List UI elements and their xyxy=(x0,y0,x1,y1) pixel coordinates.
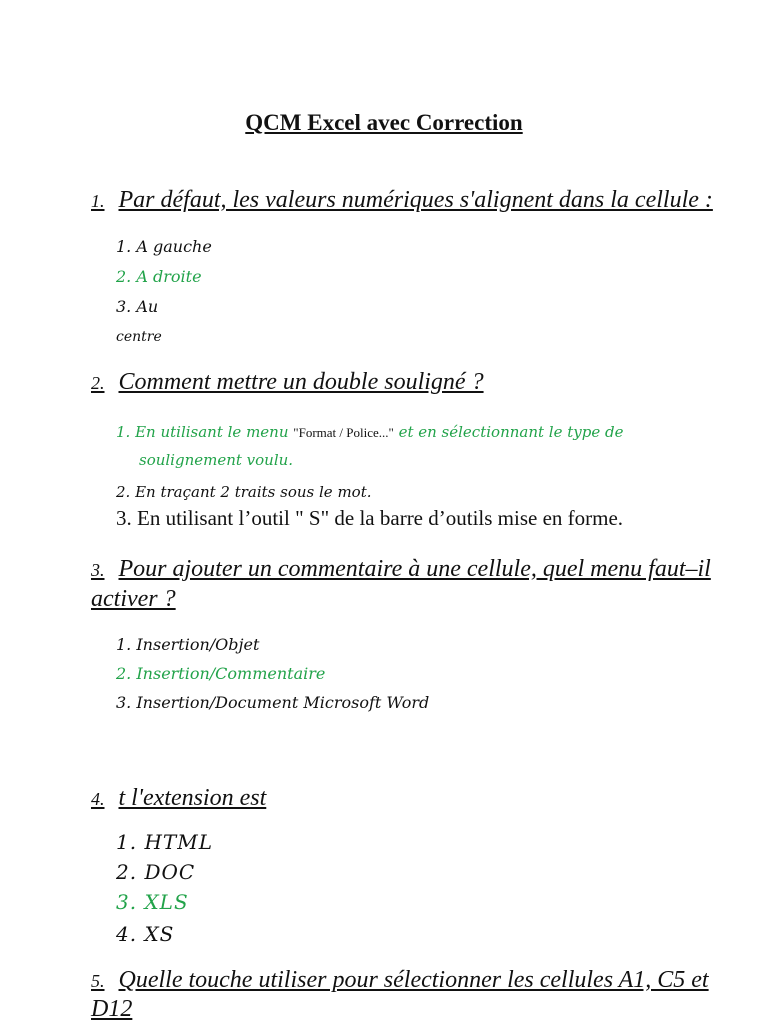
answer-1-3-cont: centre xyxy=(116,329,162,345)
answer-3-3: 3. Insertion/Document Microsoft Word xyxy=(116,693,430,712)
answer-text: et en sélectionnant le type de xyxy=(393,423,624,441)
page-title: QCM Excel avec Correction xyxy=(245,110,523,135)
question-3 xyxy=(91,555,731,614)
answer-4-2: 2. DOC xyxy=(116,860,196,884)
answer-4-3-correct: 3. XLS xyxy=(116,890,189,914)
answer-2-1-line2: soulignement voulu. xyxy=(139,451,294,469)
question-4 xyxy=(91,784,731,813)
answer-3-1: 1. Insertion/Objet xyxy=(116,635,260,654)
answer-2-1-correct xyxy=(116,417,696,448)
answer-2-3: 3. En utilisant l’outil " S" de la barre d’outils mise en forme. xyxy=(116,506,624,530)
question-1 xyxy=(91,186,731,215)
answer-4-1: 1. HTML xyxy=(116,830,213,854)
question-text: t l'extension est xyxy=(118,785,267,811)
question-text: Quelle touche utiliser pour sélectionner les cellules A1, C5 et D12 xyxy=(91,967,709,1022)
question-number: 4. xyxy=(91,789,105,809)
answer-3-2-correct: 2. Insertion/Commentaire xyxy=(116,664,326,683)
question-text: Par défaut, les valeurs numériques s'alignent dans la cellule : xyxy=(118,187,713,213)
answer-text: 1. En utilisant le menu xyxy=(116,423,294,441)
question-text: Pour ajouter un commentaire à une cellule, quel menu faut–il activer ? xyxy=(91,556,711,612)
question-number: 2. xyxy=(91,373,105,393)
question-2 xyxy=(91,368,731,397)
menu-path: "Format / Police..." xyxy=(293,425,394,440)
question-number: 3. xyxy=(91,560,105,580)
question-number: 1. xyxy=(91,191,105,211)
answer-1-2-correct: 2. A droite xyxy=(116,267,202,286)
question-5 xyxy=(91,966,731,1023)
answer-1-3: 3. Au xyxy=(116,297,159,316)
answer-2-2: 2. En traçant 2 traits sous le mot. xyxy=(116,483,372,501)
answer-1-1: 1. A gauche xyxy=(116,237,212,256)
question-number: 5. xyxy=(91,971,105,991)
question-text: Comment mettre un double souligné ? xyxy=(118,369,484,395)
answer-4-4: 4. XS xyxy=(116,922,175,946)
